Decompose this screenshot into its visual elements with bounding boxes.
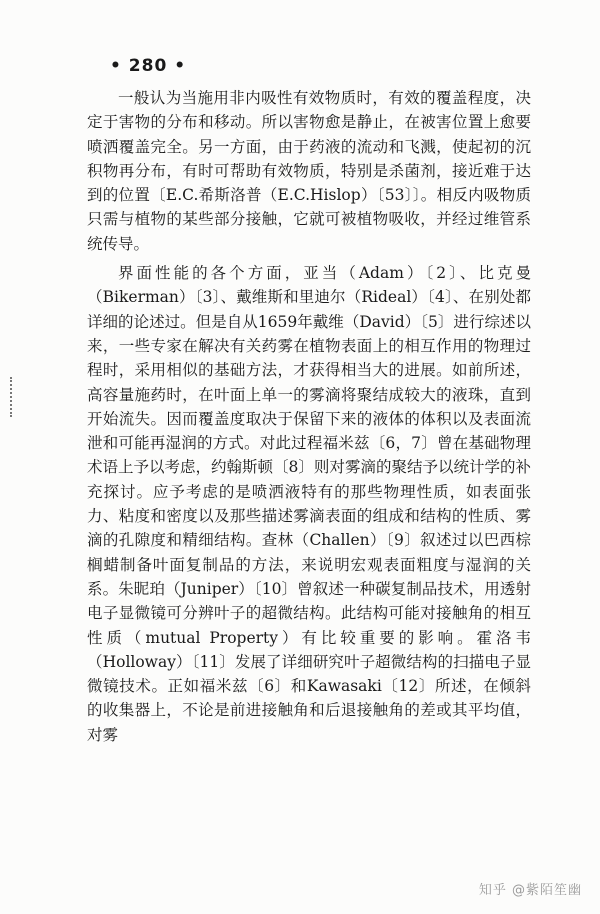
page-number: • 280 • — [110, 56, 187, 76]
body-text — [87, 86, 531, 752]
paragraph-2: 界面性能的各个方面，亚当（Adam）〔2〕、比克曼（Bikerman）〔3〕、戴维斯和里迪尔（Rideal）〔4〕、在别处都详细的论述过。但是自从1659年戴维（David）〔5〕进行综述以来，一些专家在解决有关药雾在植物表面上的相互作用的物理过程时，采用相似的基础方法，才获得相当大的进展。如前所述，高容量施药时，在叶面上单一的雾滴将聚结成较大的液珠，直到开始流失。因而覆盖度取决于保留下来的液体的体积以及表面流泄和可能再湿润的方式。对此过程福米兹〔6，7〕曾在基础物理术语上予以考虑，约翰斯顿〔8〕则对雾滴的聚结予以统计学的补充探讨。应予考虑的是喷洒液特有的那些物理性质，如表面张力、粘度和密度以及那些描述雾滴表面的组成和结构的性质、雾滴的孔隙度和精细结构。查林（Challen）〔9〕叙述过以巴西棕榈蜡制备叶面复制品的方法，来说明宏观表面粗度与湿润的关系。朱昵珀（Juniper）〔10〕曾叙述一种碳复制品技术，用透射电子显微镜可分辨叶子的超微结构。此结构可能对接触角的相互性质（mutual Property）有比较重要的影响。霍洛韦（Holloway）〔11〕发展了详细研究叶子超微结构的扫描电子显微镜技术。正如福米兹〔6〕和Kawasaki〔12〕所述，在倾斜的收集器上，不论是前进接触角和后退接触角的差或其平均值，对雾 — [87, 264, 531, 744]
paragraph-1: 一般认为当施用非内吸性有效物质时，有效的覆盖程度，决定于害物的分布和移动。所以害物愈是静止，在被害位置上愈要喷洒覆盖完全。另一方面，由于药液的流动和飞溅，使起初的沉积物再分布，有时可帮助有效物质，特别是杀菌剂，接近难于达到的位置〔E.C.希斯洛普（E.C.Hislop）〔53〕〕。相反内吸物质只需与植物的某些部分接触，它就可被植物吸收，并经过维管系统传导。 — [87, 89, 531, 253]
margin-mark — [10, 377, 14, 417]
watermark: 知乎 @紫陌笙幽 — [478, 883, 582, 898]
